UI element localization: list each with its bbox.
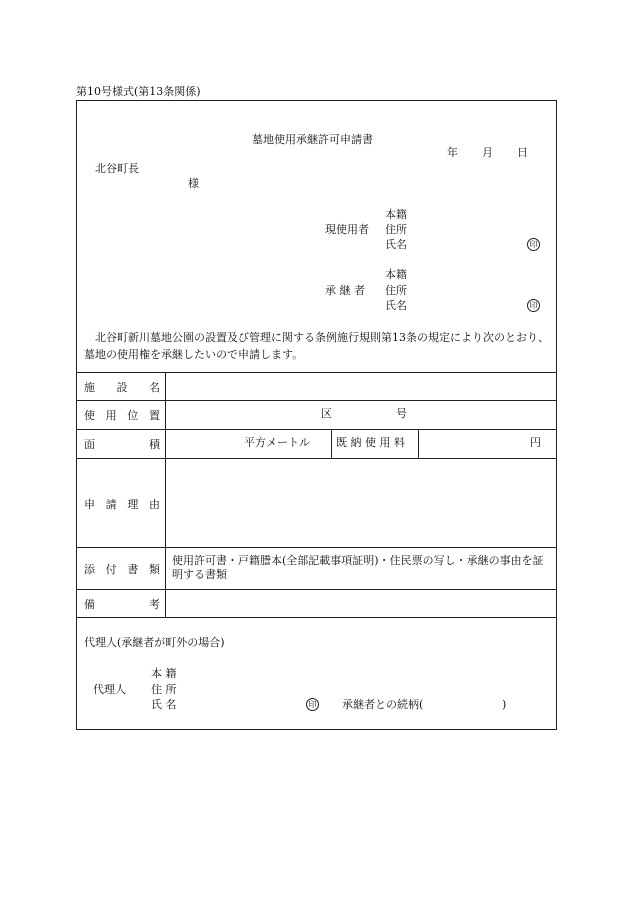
document-title: 墓地使用承継許可申請書 — [252, 133, 373, 146]
location-ku-label: 区 — [321, 407, 332, 420]
facility-name-label: 施 設 名 — [84, 381, 160, 394]
successor-address-label: 住所 — [385, 284, 407, 297]
facility-name-field[interactable] — [166, 373, 556, 400]
agent-honseki-label: 本 籍 — [151, 667, 177, 680]
attachments-text: 使用許可書・戸籍謄本(全部記載事項証明)・住民票の写し・承継の事由を証明する書類 — [172, 554, 544, 581]
successor-role: 承 継 者 — [325, 284, 365, 297]
successor-name-label: 氏名 — [385, 299, 407, 312]
successor-seal-icon: 印 — [527, 299, 540, 312]
current-user-role: 現使用者 — [325, 223, 369, 236]
current-user-name-label: 氏名 — [385, 238, 407, 251]
current-user-honseki-label: 本籍 — [385, 208, 407, 221]
agent-heading: 代理人(承継者が町外の場合) — [84, 636, 225, 649]
addressee-honorific: 様 — [188, 177, 199, 190]
area-field[interactable] — [166, 430, 240, 458]
addressee-name: 北谷町長 — [95, 162, 139, 175]
current-user-address-label: 住所 — [385, 223, 407, 236]
agent-relation-close: ) — [502, 698, 507, 711]
area-unit-label: 平方メートル — [244, 436, 310, 449]
paid-fee-label: 既 納 使 用 料 — [336, 436, 405, 449]
successor-honseki-label: 本籍 — [385, 268, 407, 281]
agent-name-label: 氏 名 — [151, 698, 177, 711]
remarks-field[interactable] — [166, 590, 556, 617]
table-fee-divider — [331, 429, 332, 458]
attachments-label: 添 付 書 類 — [84, 563, 160, 576]
date-day-label: 日 — [517, 146, 528, 159]
remarks-label: 備 考 — [84, 598, 160, 611]
location-label: 使 用 位 置 — [84, 409, 160, 422]
agent-relation-label: 承継者との続柄( — [342, 698, 424, 711]
area-label: 面 積 — [84, 438, 160, 451]
agent-role: 代理人 — [93, 683, 126, 696]
reason-label: 申 請 理 由 — [84, 498, 160, 511]
location-go-field[interactable] — [336, 401, 391, 429]
current-user-seal-icon: 印 — [527, 238, 540, 251]
table-divider — [76, 547, 557, 548]
table-divider — [76, 617, 557, 618]
location-ku-field[interactable] — [166, 401, 316, 429]
form-number: 第10号様式(第13条関係) — [76, 85, 201, 98]
application-statement: 北谷町新川墓地公園の設置及び管理に関する条例施行規則第13条の規定により次のとおり、墓地の使用権を承継したいので申請します。 — [84, 331, 549, 361]
paid-fee-unit-label: 円 — [530, 436, 541, 449]
date-month-label: 月 — [482, 146, 493, 159]
agent-seal-icon: 印 — [306, 698, 319, 711]
reason-field[interactable] — [166, 459, 556, 547]
paid-fee-field[interactable] — [419, 430, 527, 458]
agent-address-label: 住 所 — [151, 683, 177, 696]
location-go-label: 号 — [396, 407, 407, 420]
table-divider — [76, 400, 557, 401]
date-year-label: 年 — [447, 146, 458, 159]
